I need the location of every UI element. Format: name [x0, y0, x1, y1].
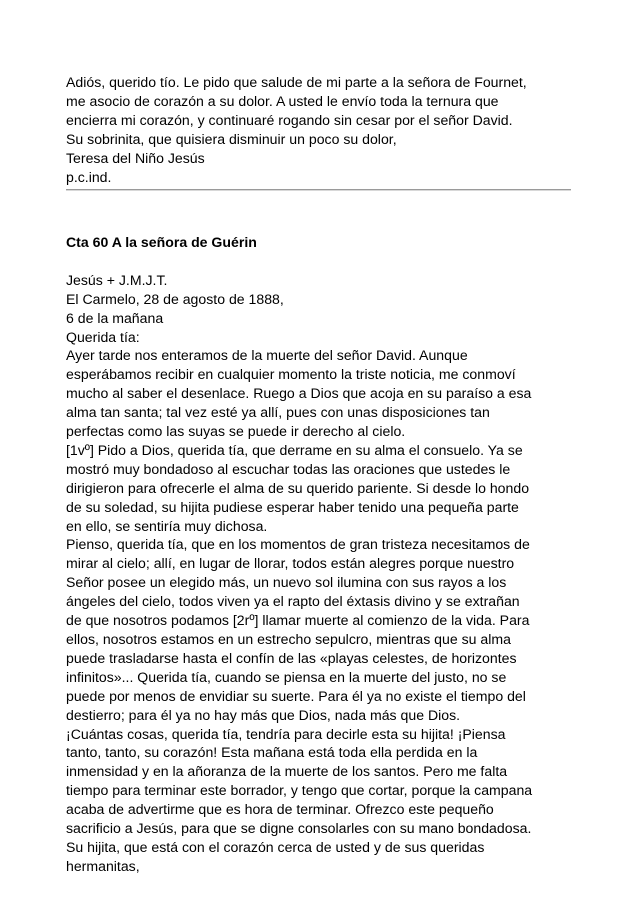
letter-body — [66, 271, 576, 876]
closing-abbrev: p.c.ind. — [66, 168, 112, 185]
letter-line: Señor posee un elegido más, un nuevo sol ilumina con sus rayos a los — [66, 574, 507, 591]
letter-line: Jesús + J.M.J.T. — [66, 271, 168, 288]
intro-line: Su sobrinita, que quisiera disminuir un poco su dolor, — [66, 130, 397, 147]
letter-line: ellos, nosotros estamos en un estrecho sepulcro, mientras que su alma — [66, 631, 511, 648]
letter-line: perfectas como las suyas se puede ir derecho al cielo. — [66, 423, 406, 440]
letter-line: infinitos»... Querida tía, cuando se piensa en la muerte del justo, no se — [66, 668, 507, 685]
letter-line: tanto, tanto, su corazón! Esta mañana está toda ella perdida en la — [66, 744, 478, 761]
letter-line: puede trasladarse hasta el confín de las «playas celestes, de horizontes — [66, 649, 517, 666]
letter-line: Su hijita, que está con el corazón cerca de usted y de sus queridas — [66, 838, 485, 855]
letter-line: esperábamos recibir en cualquier momento la triste noticia, me conmoví — [66, 366, 516, 383]
letter-line: destierro; para él ya no hay más que Dios, nada más que Dios. — [66, 706, 461, 723]
letter-line: El Carmelo, 28 de agosto de 1888, — [66, 290, 284, 307]
letter-block — [66, 233, 576, 876]
letter-line: de su soledad, su hijita pudiese esperar haber tenido una pequeña parte — [66, 498, 519, 515]
intro-line: encierra mi corazón, y continuaré rogando sin cesar por el señor David. — [66, 111, 513, 128]
letter-line: mostró muy bondadoso al escuchar todas las oraciones que ustedes le — [66, 460, 511, 477]
letter-line: tiempo para terminar este borrador, y tengo que cortar, porque la campana — [66, 782, 533, 799]
signature-line: Teresa del Niño Jesús — [66, 149, 205, 166]
letter-line: Pienso, querida tía, que en los momentos de gran tristeza necesitamos de — [66, 536, 530, 553]
letter-line: sacrificio a Jesús, para que se digne consolarles con su mano bondadosa. — [66, 820, 532, 837]
intro-line: me asocio de corazón a su dolor. A usted le envío toda la ternura que — [66, 92, 499, 109]
letter-line: puede por menos de envidiar su suerte. Para él ya no existe el tiempo del — [66, 687, 526, 704]
intro-block — [66, 73, 576, 186]
letter-line: mirar al cielo; allí, en lugar de llorar, todos están alegres porque nuestro — [66, 555, 515, 572]
letter-line: Querida tía: — [66, 328, 140, 345]
letter-title: Cta 60 A la señora de Guérin — [66, 234, 257, 250]
letter-line: ángeles del cielo, todos viven ya el rapto del éxtasis divino y se extrañan — [66, 593, 520, 610]
letter-line: acaba de advertirme que es hora de terminar. Ofrezco este pequeño — [66, 801, 494, 818]
letter-line: de que nosotros podamos [2rº] llamar muerte al comienzo de la vida. Para — [66, 612, 530, 629]
letter-line: mucho al saber el desenlace. Ruego a Dios que acoja en su paraíso a esa — [66, 385, 532, 402]
letter-line: hermanitas, — [66, 857, 140, 874]
letter-line: ¡Cuántas cosas, querida tía, tendría para decirle esta su hijita! ¡Piensa — [66, 725, 506, 742]
letter-line: [1vº] Pido a Dios, querida tía, que derrame en su alma el consuelo. Ya se — [66, 441, 523, 458]
letter-line: dirigieron para ofrecerle el alma de su querido pariente. Si desde lo hondo — [66, 479, 530, 496]
letter-line: 6 de la mañana — [66, 309, 164, 326]
intro-line: Adiós, querido tío. Le pido que salude de mi parte a la señora de Fournet, — [66, 74, 527, 90]
letter-line: Ayer tarde nos enteramos de la muerte del señor David. Aunque — [66, 347, 468, 364]
letter-line: inmensidad y en la añoranza de la muerte de los santos. Pero me falta — [66, 763, 508, 780]
letter-line: en ello, se sentiría muy dichosa. — [66, 517, 268, 534]
letter-line: alma tan santa; tal vez esté ya allí, pues con unas disposiciones tan — [66, 404, 490, 421]
section-divider — [66, 189, 571, 191]
